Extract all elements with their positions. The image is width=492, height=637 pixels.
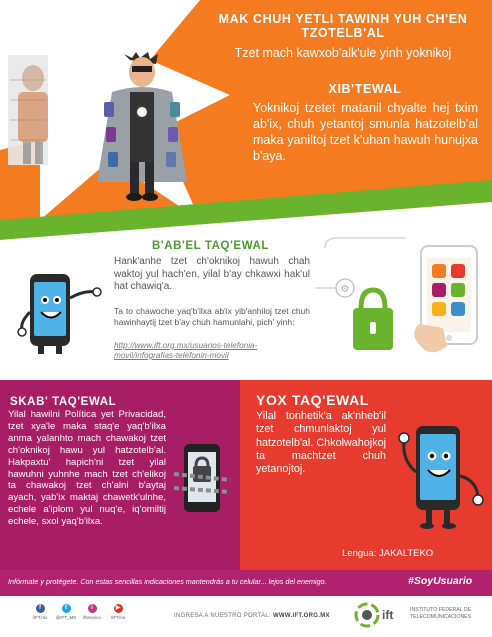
header [200,12,486,60]
yox-text: Yilal tonhetik'a ak'nheb'il tzet chmunlaktoj yul hatzotelb'al. Chkolwahojkoj ta machtzet chuh yetanojtoj. [256,410,386,476]
social-label: /IFT.mx [32,615,48,620]
youtube-icon: ▶ [114,604,123,613]
babel-heading: B'AB'EL TAQ'EWAL [152,240,270,252]
ift-logo [354,602,484,632]
social-label: @IFT_MX [55,615,77,620]
social-youtube[interactable] [106,604,130,620]
language-label: Lengua: JAKALTEKO [342,548,434,559]
ift-logo-text: ift [382,608,394,622]
info-link[interactable]: http://www.ift.org.mx/usuarios-telefonia-movil/infografias-telefonin-movil [114,341,258,360]
portal-prefix: INGRESA A NUESTRO PORTAL: [174,613,271,619]
phone-security-illustration-icon [315,228,487,378]
twitter-icon: t [62,604,71,613]
phone-mascot-thumbs-up-icon [392,420,488,540]
hashtag[interactable]: #SoyUsuario [408,575,473,587]
page-subtitle: Tzet mach kawxob'alk'ule yinh yoknikoj [234,46,452,60]
tagline-text: Infórmate y protégete. Con estas sencillas indicaciones mantendrás a tu celular... lejos del enemigo. [8,577,327,586]
social-facebook[interactable] [28,604,52,620]
page-title: MAK CHUH YETLI TAWINH YUH CH'EN TZOTELB'AL [218,12,468,40]
yox-heading: YOX TAQ'EWAL [256,392,369,408]
babel-text-secondary: Ta to chawoche yaq'b'ilxa ab'ix yib'anhiloj tzet chuh hawinhaytij tzet b'ay chuh hamunlahi, pich' yinh: [114,306,310,327]
instagram-icon: i [88,604,97,613]
xibtewal-heading: XIB'TEWAL [328,82,402,96]
babel-text: Hank'anhe tzet ch'oknikoj hawuh chah waktoj yul hach'en, yilal b'ay chkawxi hak'ul hat chawiq'a. [114,256,310,292]
skab-heading: SKAB' TAQ'EWAL [10,396,117,408]
svg-text:⚙: ⚙ [340,284,350,295]
suspect-silhouette-icon [8,60,58,165]
portal-link[interactable] [174,613,330,619]
ift-logo-mark-icon [354,602,380,628]
chained-phone-icon [172,440,232,520]
ift-full-name [410,607,471,620]
social-label: /IFTmx [111,615,125,620]
portal-url: WWW.IFT.ORG.MX [272,613,330,619]
ift-name-line1: INSTITUTO FEDERAL DE [410,607,472,613]
facebook-icon: f [36,604,45,613]
social-twitter[interactable] [54,604,78,620]
ift-name-line2: TELECOMUNICACIONES [410,613,472,620]
smiling-phone-mascot-icon [12,268,102,358]
skab-text: Yilal hawilni Política yet Privacidad, tzet xya'le maka staq'e yaq'b'ilxa anma yalanhto mach chawakoj tzet ch'oknikoj hawu yul hatzotelb'al. Hakpaxtu' hapich'ni tzet yilal hawuhni yuhnhe mach tzet ch'elikoj ta chawakoj tzet ch'alni b'aytaj ayach, yab'ix maktaj chawetk'ulnhe, echele a'iplom yul nuq'e, iq'omiltij echele, sxol yaq'b'ilxa. [8,409,166,528]
xibtewal-text: Yoknikoj tzetet matanil chyalte hej txim ab'ix, chuh yetantoj smunla hatzotelb'al maka yaniltoj tzet k'uhan hawuh hunujxa b'aya. [253,101,478,163]
social-links [28,604,138,632]
social-instagram[interactable] [80,604,104,620]
social-label: iftmexico [83,615,101,620]
